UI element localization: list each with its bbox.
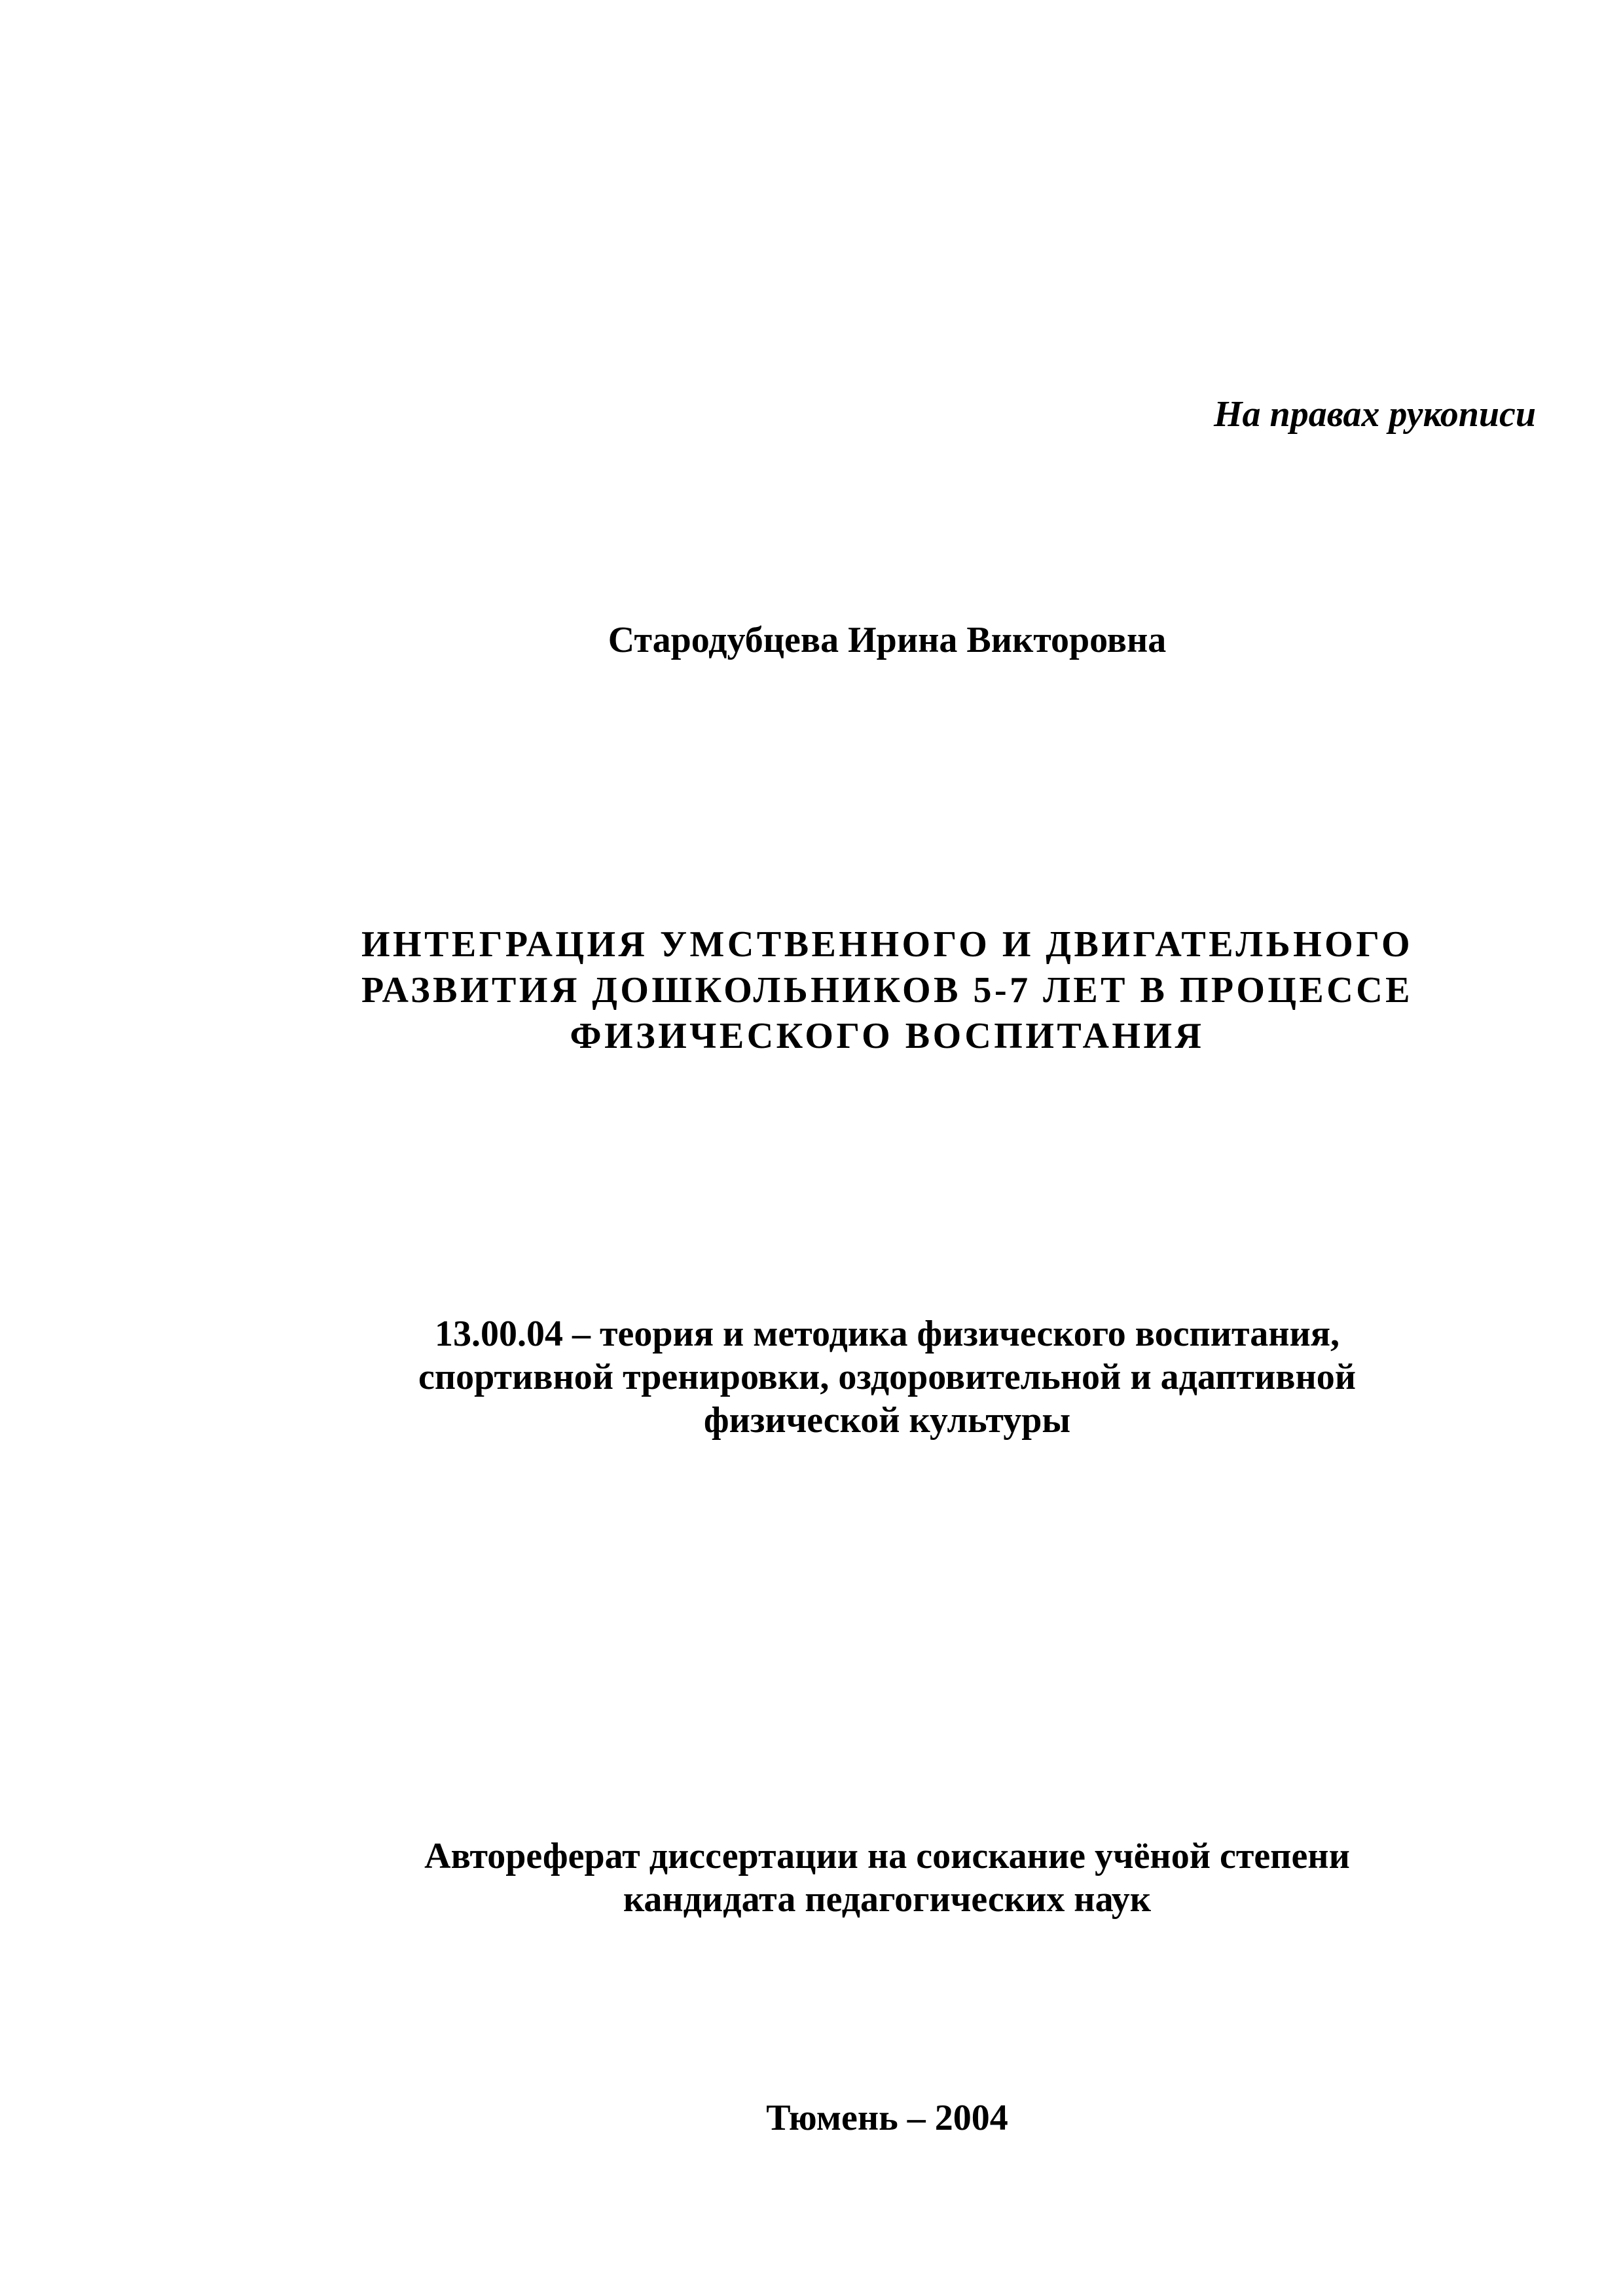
specialty-line: спортивной тренировки, оздоровительной и адаптивной [418,1357,1356,1397]
title-line: ИНТЕГРАЦИЯ УМСТВЕННОГО И ДВИГАТЕЛЬНОГО [361,924,1413,965]
place-and-year: Тюмень – 2004 [766,2098,1008,2138]
specialty-code [0,1312,1623,1442]
specialty-line: 13.00.04 – теория и методика физического воспитания, [434,1314,1340,1354]
specialty-line: физической культуры [703,1400,1071,1441]
author-name: Стародубцева Ирина Викторовна [608,620,1167,660]
title-line: ФИЗИЧЕСКОГО ВОСПИТАНИЯ [570,1016,1205,1056]
abstract-line: Автореферат диссертации на соискание учёной степени [424,1836,1350,1876]
dissertation-title [0,922,1623,1059]
abstract-description [0,1835,1623,1921]
title-line: РАЗВИТИЯ ДОШКОЛЬНИКОВ 5-7 ЛЕТ В ПРОЦЕССЕ [361,970,1413,1011]
rights-note: На правах рукописи [1214,394,1536,435]
abstract-line: кандидата педагогических наук [623,1879,1151,1920]
